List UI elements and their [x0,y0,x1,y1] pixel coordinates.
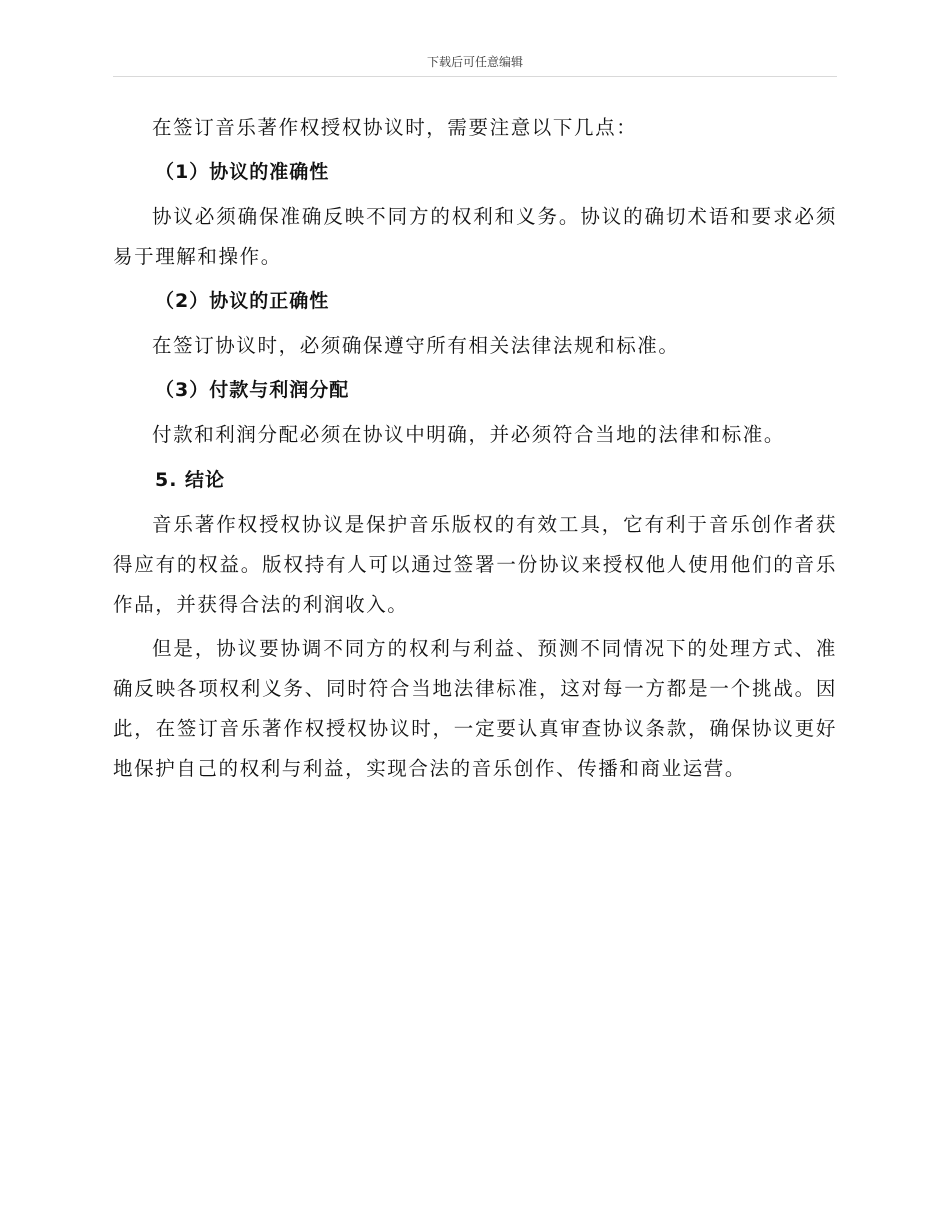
conclusion-heading: 5. 结论 [155,469,226,491]
section-heading-correctness: （2）协议的正确性 [155,290,330,312]
section-body-payment: 付款和利润分配必须在协议中明确，并必须符合当地的法律和标准。 [152,423,786,446]
section-heading-payment: （3）付款与利润分配 [155,379,350,401]
section-body-accuracy: 协议必须确保准确反映不同方的权利和义务。协议的确切术语和要求必须易于理解和操作。 [113,205,837,268]
section-body-correctness: 在签订协议时，必须确保遵守所有相关法律法规和标准。 [152,334,680,357]
intro-paragraph: 在签订音乐著作权授权协议时，需要注意以下几点： [152,116,638,139]
section-heading-accuracy: （1）协议的准确性 [155,161,330,183]
document-body [113,108,837,789]
page-header: 下载后可任意编辑 [426,55,523,69]
conclusion-paragraph: 音乐著作权授权协议是保护音乐版权的有效工具，它有利于音乐创作者获得应有的权益。版权持有人可以通过签署一份协议来授权他人使用他们的音乐作品，并获得合法的利润收入。 [113,513,837,616]
conclusion-paragraph: 但是，协议要协调不同方的权利与利益、预测不同情况下的处理方式、准确反映各项权利义务、同时符合当地法律标准，这对每一方都是一个挑战。因此，在签订音乐著作权授权协议时，一定要认真审查协议条款，确保协议更好地保护自己的权利与利益，实现合法的音乐创作、传播和商业运营。 [113,637,837,780]
header-divider [113,76,837,77]
